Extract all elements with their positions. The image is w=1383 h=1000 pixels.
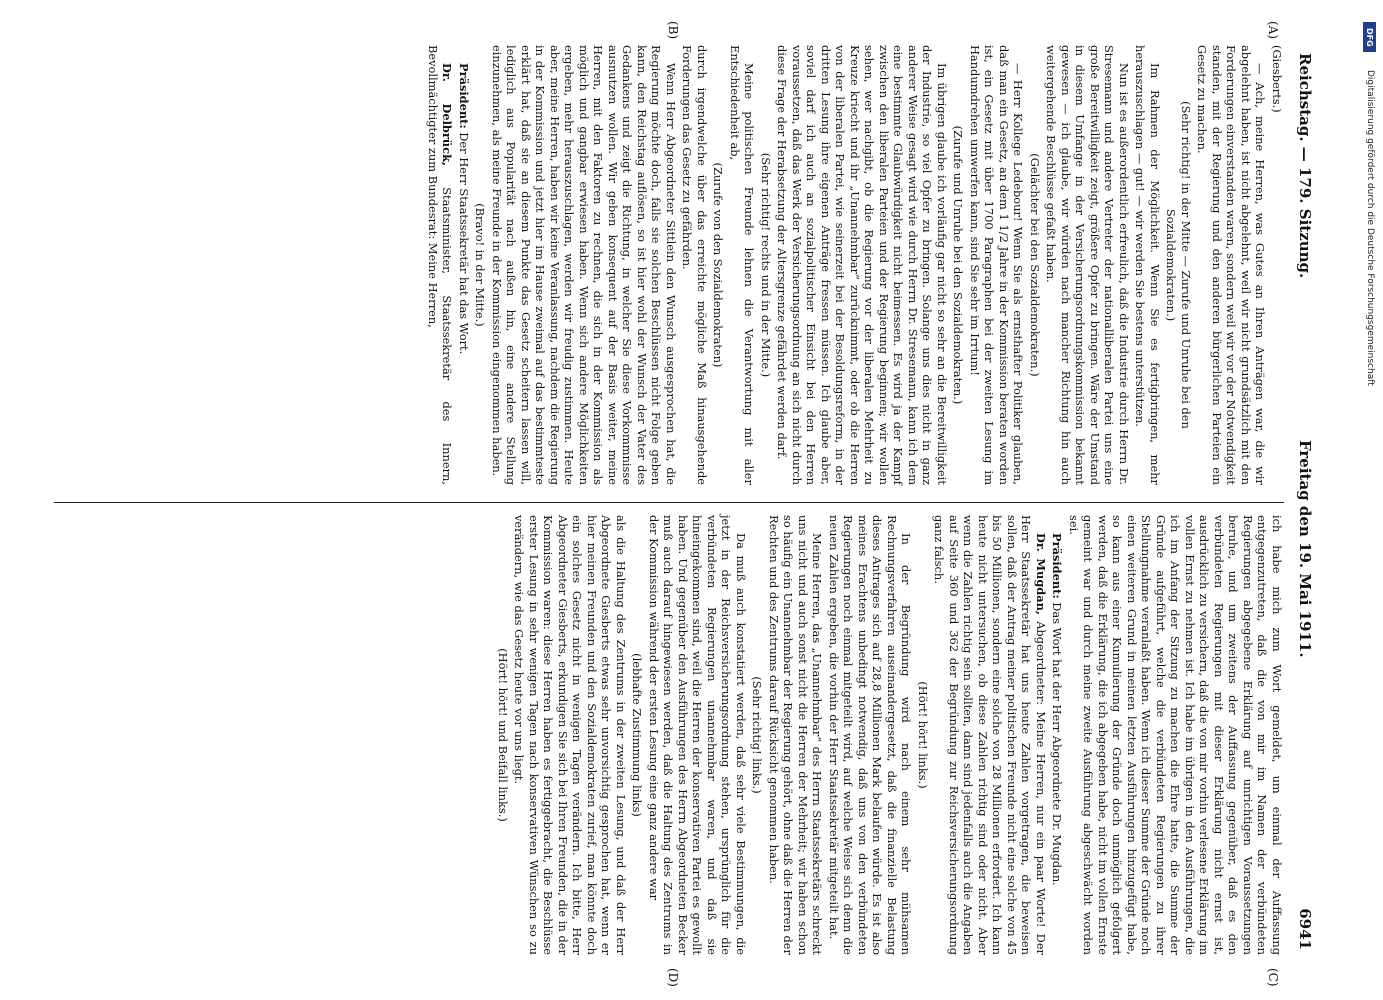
speech-text: Der Herr Staatssekretär hat das Wort. — [457, 132, 471, 355]
paragraph: — Ach, meine Herren, was Gutes an Ihren Anträgen war, die wir abgelehnt haben, ist nicht abgelehnt, weil wir nicht grundsätzlich mit den Forderungen einverstanden waren, sondern weil wir vor der Notwendigkeit standen, mit der Regierung und den anderen bürgerlichen Parteien ein Gesetz zu machen. — [1195, 45, 1268, 485]
speech-text: Das Wort hat der Herr Abgeordnete Dr. Mugdan. — [1050, 602, 1065, 886]
left-column — [424, 45, 1285, 485]
digitization-credit — [1360, 10, 1380, 990]
paragraph: Nun ist es außerordentlich erfreulich, daß die Industrie durch Herrn Dr. Stresemann und andere Vertreter der nationalliberalen Partei uns eine große Bereitwilligkeit zeigt, größere Opfer zu bringen. Wäre der Umstand in diesem Umfange in der Versicherungsordnungskommission bekannt gewesen — ich glaube, wir würden nach mancher Richtung hin auch weitergehende Beschlüsse gefaßt haben. — [1044, 45, 1131, 485]
speaker-paragraph — [426, 45, 455, 485]
interjection: (Gelächter bei den Sozialdemokraten.) — [1028, 153, 1042, 377]
credit-text: Digitalisierung gefördert durch die Deutsche Forschungsgemeinschaft — [1365, 70, 1375, 386]
speaker-name: Präsident: — [1050, 533, 1065, 599]
speaker-continuation: (Giesberts.) — [1270, 45, 1284, 113]
margin-marker-d: (D) — [666, 968, 680, 987]
margin-marker-a: (A) — [1266, 21, 1280, 40]
paragraph: als die Haltung des Zentrums in der zweiten Lesung, und daß der Herr Abgeordnete Giesberts etwas sehr unvorsichtig gesprochen hat, wenn er hier meinen Freunden und den Sozialdemokraten zurief, man könnte doch ein solches Gesetz nicht in wenigen Tagen verändern. Ich bitte, Herr Abgeordneter Giesberts, erkundigen Sie sich bei Ihren Freunden, die in der Kommission waren: diese Herren haben es fertiggebracht, die Beschlüsse erster Lesung in sehr wenigen Tagen nach konservativen Wünschen so zu verändern, wie das Gesetz heute vor uns liegt. — [512, 515, 628, 955]
scan-page — [30, 15, 1320, 990]
speech-text: Staatsminister, Staatssekretär des Innern, Bevollmächtigter zum Bundesrat: Meine Herren, — [426, 45, 455, 485]
speaker-name: Präsident: — [457, 63, 471, 129]
speaker-paragraph — [932, 515, 1048, 955]
speaker-paragraph — [1050, 515, 1065, 955]
margin-marker-c: (C) — [1266, 968, 1280, 987]
paragraph: — Herr Kollege Ledebour! Wenn Sie als ernsthafter Politiker glauben, daß man ein Gesetz, an dem 1 1/2 Jahre in der Kommission beraten worden ist, ein Gesetz mit über 1700 Paragraphen bei der zweiten Lesung im Handumdrehen umwerfen kann, sind Sie sehr im Irrtum! — [968, 45, 1026, 485]
paragraph: ich habe mich zum Wort gemeldet, um einmal der Auffassung entgegenzutreten, daß die von mir im Namen der verbündeten Regierungen abgegebene Erklärung auf unrichtigen Voraussetzungen beruhe, und um zweitens der Auffassung gegenüber, daß es den verbündeten Regierungen mit dieser Erklärung nicht ernst ist, ausdrücklich zu versichern, daß die von mir vorhin verlesene Erklärung im vollen Ernst zu nehmen ist. Ich habe im übrigen in den Ausführungen, die ich im Anfang der Sitzung zu machen die Ehre hatte, die Summe der Gründe aufgeführt, welche die verbündeten Regierungen zu ihrer Stellungnahme veranlaßt haben. Wenn ich dieser Summe der Gründe noch einen weiteren Grund in meinen letzten Ausführungen hinzugefügt habe, so kann aus einer Kumulierung der Gründe doch unmöglich gefolgert werden, daß die Erklärung, die ich abgegeben habe, nicht im vollen Ernste gemeint war und durch meine zweite Ausführung abgeschwächt worden sei. — [1067, 515, 1284, 955]
page-number: 6941 — [1296, 908, 1314, 950]
paragraph: durch irgendwelche über das erreichte mögliche Maß hinausgehende Forderungen das Gesetz zu gefährden. — [680, 45, 709, 485]
interjection: (Sehr richtig! links.) — [750, 676, 765, 794]
speaker-name: Dr. Mugdan, — [1034, 533, 1048, 615]
column-divider — [54, 502, 1284, 503]
margin-marker-b: (B) — [666, 21, 680, 40]
paragraph: Im übrigen glaube ich vorläufig gar nicht so sehr an die Bereitwilligkeit der Industrie, so viel Opfer zu bringen. Solange uns dies nicht in ganz anderer Weise gesagt wird wie durch Herrn Dr. Stresemann, kann ich dem eine bestimmte Glaubwürdigkeit nicht beimessen. Es wird ja der Kampf zwischen den liberalen Parteien und der Regierung beginnen; wir wollen sehen, wer nachgibt, ob die Regierung vor der liberalen Mehrheit zu Kreuze kriecht und ihr „Unannehmbar“ zurücknimmt, oder ob die Herren von der liberalen Partei, wie seinerzeit bei der Besoldungsreform, in der dritten Lesung ihre eigenen Anträge fressen müssen. Ich glaube aber, soviel darf ich auch an sozialpolitischer Einsicht bei den Herren voraussetzen, daß das Werk der Versicherungsordnung an sich nicht durch diese Frage der Herabsetzung der Altersgrenze gefährdet werden darf. — [775, 45, 949, 485]
interjection: (Hört! hört! links.) — [916, 681, 930, 789]
interjection: (Sehr richtig! in der Mitte — Zurufe und Unruhe bei den Sozialdemokraten.) — [1164, 101, 1193, 429]
paragraph: Wenn Herr Abgeordneter Sittlein den Wunsch ausgesprochen hat, die Regierung möchte doch, falls sie solchen Beschlüssen nicht Folge geben kann, den Reichstag auflösen, so ist hier wohl der Wunsch der Vater des Gedankens und zeigt die Richtung, in welcher Sie diese Vorkommnisse ausnutzen wollen. Wir geben konsequent auf der Basis weiter, meine Herren, mit den Faktoren zu rechnen, die sich in der Kommission als möglich und gangbar erwiesen haben. Wenn sich andere Möglichkeiten ergeben, mehr herauszuschlagen, werden wir freudig zustimmen. Heute aber, meine Herren, haben wir keine Veranlassung, nachdem die Regierung in der Kommission und jetzt hier im Hause zweimal auf das bestimmteste erklärt hat, daß sie an diesem Punkte das Gesetz scheitern lassen will, lediglich aus Popularität nach außen hin, eine andere Stellung einzunehmen, als meine Freunde in der Kommission eingenommen haben. — [490, 45, 678, 485]
paragraph: Da muß auch konstatiert werden, daß sehr viele Bestimmungen, die jetzt in der Reichsversicherungsordnung stehen, ursprünglich für die verbündeten Regierungen unannehmbar waren, und daß sie hineingekommen sind, weil die Herren der konservativen Partei es gewollt haben. Und gegenüber den Ausführungen des Herrn Abgeordneten Becker muß auch darauf hingewiesen werden, daß die Haltung des Zentrums in der Kommission während der ersten Lesung eine ganz andere war — [647, 515, 748, 955]
header-left: Reichstag. — 179. Sitzung. — [1296, 53, 1314, 279]
paragraph: In der Begründung wird nach einem sehr mühsamen Rechnungsverfahren auseinandergesetzt, daß die finanzielle Belastung dieses Antrages sich auf 28,8 Millionen Mark belaufen würde. Es ist also meines Erachtens unbedingt notwendig, daß uns von den verbündeten Regierungen noch einmal mitgeteilt wird, auf welche Weise sich denn die neuen Zahlen ergeben, die vorhin der Herr Staatssekretär mitgeteilt hat. — [827, 515, 914, 955]
interjection: (Bravo! in der Mitte.) — [473, 203, 488, 327]
speech-text: Abgeordneter: Meine Herren, nur ein paar Worte! Der Herr Staatssekretär hat uns heute Zahlen vorgetragen, die beweisen sollen, daß der Antrag meiner politischen Freunde nicht eine solche von 45 bis 50 Millionen, sondern eine solche von 28 Millionen erfordert. Ich kann heute nicht untersuchen, ob diese Zahlen richtig sind oder nicht. Aber wenn die Zahlen richtig sein sollten, dann sind jedenfalls auch die Angaben auf Seite 360 und 362 der Begründung zur Reichsversicherungsordnung ganz falsch. — [932, 515, 1048, 956]
header-date: Freitag den 19. Mai 1911. — [1296, 440, 1314, 658]
speaker-paragraph — [457, 45, 472, 485]
paragraph: Meine politischen Freunde lehnen die Verantwortung mit aller Entschiedenheit ab, — [728, 45, 757, 485]
interjection: (Sehr richtig! rechts und in der Mitte.) — [759, 152, 773, 378]
right-column — [494, 515, 1285, 955]
speaker-name: Dr. Delbrück, — [440, 63, 455, 166]
paragraph: Im Rahmen der Möglichkeit. Wenn Sie es fertigbringen, mehr herauszuschlagen — gut! — wir werden Sie bestens unterstützen. — [1133, 45, 1162, 485]
paragraph: Meine Herren, das „Unannehmbar“ des Herrn Staatssekretärs schreckt uns nicht und auch sonst nicht die Herren der Mehrheit; wir haben schon so häufig ein Unannehmbar der Regierung gehört, ohne daß die Herren der Rechten und des Zentrums darauf Rücksicht genommen haben. — [767, 515, 825, 955]
interjection: (lebhafte Zustimmung links) — [630, 653, 645, 817]
dfg-logo: DFG — [1363, 22, 1376, 52]
interjection: (Hört! hört! und Beifall links.) — [496, 648, 510, 822]
interjection: (Zurufe und Unruhe bei den Sozialdemokraten.) — [951, 125, 966, 405]
interjection: (Zurufe von den Sozialdemokraten) — [711, 162, 726, 368]
page-header — [1288, 15, 1320, 990]
